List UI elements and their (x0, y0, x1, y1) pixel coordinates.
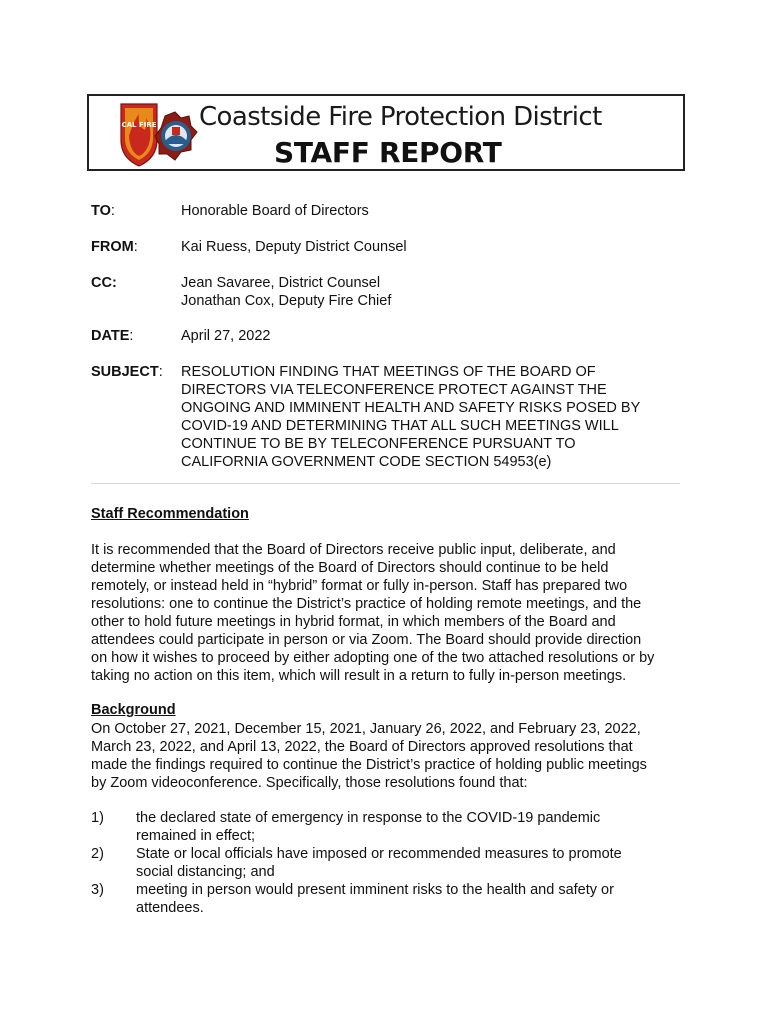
paragraph-line: on how it wishes to proceed by either adopting one of the two attached resolutions or by (91, 650, 655, 666)
paragraph-line: March 23, 2022, and April 13, 2022, the Board of Directors approved resolutions that (91, 739, 633, 755)
list-item-number: 2) (91, 846, 104, 862)
memo-cc-line: Jean Savaree, District Counsel (181, 275, 381, 291)
staff-recommendation-heading: Staff Recommendation (91, 506, 249, 522)
paragraph-line: It is recommended that the Board of Directors receive public input, deliberate, and (91, 542, 616, 558)
report-header (87, 94, 685, 171)
memo-from-value: Kai Ruess, Deputy District Counsel (181, 239, 407, 255)
memo-subject-value (181, 363, 640, 471)
memo-subject-label: SUBJECT: (91, 364, 163, 380)
memo-date-label: DATE: (91, 328, 134, 344)
list-item-text: State or local officials have imposed or recommended measures to promote social distancing; and (136, 846, 622, 880)
list-item-text: the declared state of emergency in response to the COVID-19 pandemic remained in effect; (136, 810, 601, 844)
memo-to-value: Honorable Board of Directors (181, 203, 369, 219)
list-item-number: 1) (91, 810, 104, 826)
logos (117, 100, 199, 168)
subject-line: COVID-19 AND DETERMINING THAT ALL SUCH MEETINGS WILL (181, 418, 619, 434)
cal-fire-logo-text: CAL FIRE (121, 121, 157, 129)
list-item-text: meeting in person would present imminent risks to the health and safety or attendees. (136, 882, 614, 916)
paragraph-line: determine whether meetings of the Board of Directors should continue to be held (91, 560, 609, 576)
memo-from-label: FROM: (91, 239, 138, 255)
memo-cc-value (181, 274, 391, 310)
memo-date-value: April 27, 2022 (181, 328, 271, 344)
subject-line: CONTINUE TO BE BY TELECONFERENCE PURSUANT TO (181, 436, 576, 452)
subject-line: RESOLUTION FINDING THAT MEETINGS OF THE BOARD OF (181, 364, 596, 380)
paragraph-line: made the findings required to continue the District’s practice of holding public meetings (91, 757, 647, 773)
cal-fire-logo-icon (121, 104, 157, 166)
memo-cc-line: Jonathan Cox, Deputy Fire Chief (181, 293, 392, 309)
background-body (91, 720, 691, 792)
subject-line: CALIFORNIA GOVERNMENT CODE SECTION 54953(e) (181, 454, 552, 470)
report-title: STAFF REPORT (274, 136, 502, 169)
paragraph-line: other to hold future meetings in hybrid format, in which members of the Board and (91, 614, 616, 630)
staff-recommendation-body (91, 541, 691, 685)
paragraph-line: resolutions: one to continue the District’s practice of holding remote meetings, and the (91, 596, 642, 612)
memo-to-label: TO: (91, 203, 115, 219)
list-item-number: 3) (91, 882, 104, 898)
paragraph-line: attendees could participate in person or via Zoom. The Board should provide direction (91, 632, 642, 648)
paragraph-line: remotely, or instead held in “hybrid” format or fully in-person. Staff has prepared two (91, 578, 628, 594)
background-heading: Background (91, 702, 176, 718)
org-name: Coastside Fire Protection District (199, 102, 602, 132)
paragraph-line: taking no action on this item, which will result in a return to fully in-person meetings. (91, 668, 627, 684)
section-divider (91, 483, 680, 484)
paragraph-line: by Zoom videoconference. Specifically, those resolutions found that: (91, 775, 528, 791)
subject-line: DIRECTORS VIA TELECONFERENCE PROTECT AGAINST THE (181, 382, 607, 398)
subject-line: ONGOING AND IMMINENT HEALTH AND SAFETY RISKS POSED BY (181, 400, 641, 416)
paragraph-line: On October 27, 2021, December 15, 2021, January 26, 2022, and February 23, 2022, (91, 721, 641, 737)
memo-cc-label: CC: (91, 275, 117, 291)
district-badge-icon (155, 112, 197, 160)
